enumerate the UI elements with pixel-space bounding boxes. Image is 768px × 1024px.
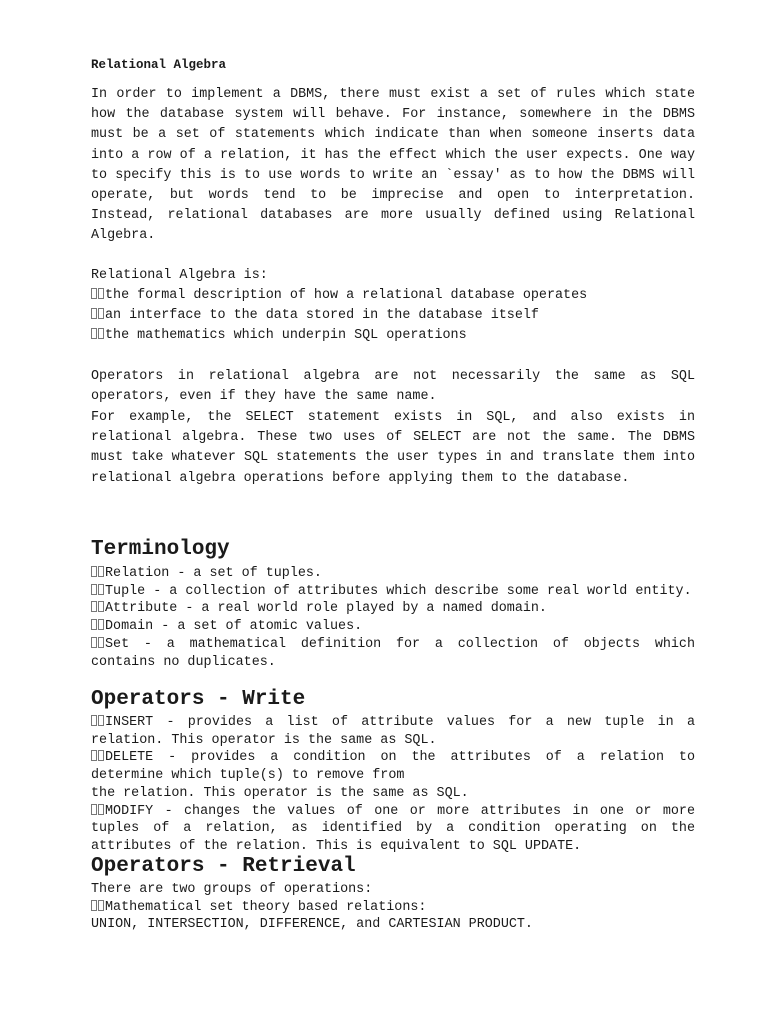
operators-retrieval-heading: Operators - Retrieval (91, 855, 356, 878)
bullet-glyph-icon (91, 601, 97, 612)
is-label: Relational Algebra is: (91, 268, 268, 283)
bullet-glyph-icon (98, 637, 104, 648)
intro-paragraph: In order to implement a DBMS, there must exist a set of rules which state how the database system will behave. For instance, somewhere in the DBMS must be a set of statements which indicate than when someone inserts data into a row of a relation, it has the effect which the user expects. One way to specify this is to use words to write an `essay' as to how the DBMS will operate, but words tend to be imprecise and open to interpretation. Instead, relational databases are more usually defined using Relational Algebra. (91, 87, 695, 244)
list-item: Domain - a set of atomic values. (91, 618, 695, 636)
bullet-glyph-icon (91, 308, 97, 319)
bullet-glyph-icon (91, 750, 97, 761)
bullet-glyph-icon (98, 308, 104, 319)
list-item: Set - a mathematical definition for a collection of objects which contains no duplicates. (91, 636, 695, 670)
list-item: Tuple - a collection of attributes which describe some real world entity. (91, 583, 695, 601)
bullet-glyph-icon (91, 566, 97, 577)
list-item: Attribute - a real world role played by a named domain. (91, 600, 695, 618)
list-item: MODIFY - changes the values of one or more attributes in one or more tuples of a relation, as identified by a condition operating on the attributes of the relation. This is equivalent to SQL UPDATE. (91, 803, 695, 854)
list-item: UNION, INTERSECTION, DIFFERENCE, and CARTESIAN PRODUCT. (91, 917, 533, 933)
example-note: For example, the SELECT statement exists in SQL, and also exists in relational algebra. These two uses of SELECT are not the same. The DBMS must take whatever SQL statements the user types in and translate them into relational algebra operations before applying them to the database. (91, 410, 695, 486)
list-item: Mathematical set theory based relations: (91, 899, 695, 917)
list-item: the relation. This operator is the same as SQL. (91, 785, 469, 801)
list-item: There are two groups of operations: (91, 882, 373, 897)
terminology-list (91, 565, 695, 671)
list-item: the mathematics which underpin SQL operations (91, 326, 695, 346)
bullet-glyph-icon (98, 715, 104, 726)
is-list (91, 286, 695, 347)
bullet-glyph-icon (91, 804, 97, 815)
bullet-glyph-icon (98, 804, 104, 815)
bullet-glyph-icon (98, 288, 104, 299)
bullet-glyph-icon (98, 619, 104, 630)
terminology-heading: Terminology (91, 538, 230, 561)
bullet-glyph-icon (98, 584, 104, 595)
operators-write-list (91, 714, 695, 856)
list-item: the formal description of how a relational database operates (91, 286, 695, 306)
operators-write-heading: Operators - Write (91, 688, 306, 711)
bullet-glyph-icon (91, 288, 97, 299)
bullet-glyph-icon (98, 328, 104, 339)
list-item: INSERT - provides a list of attribute values for a new tuple in a relation. This operator is the same as SQL. (91, 715, 695, 748)
document-title: Relational Algebra (91, 58, 227, 72)
operators-retrieval-list (91, 881, 695, 934)
bullet-glyph-icon (98, 601, 104, 612)
bullet-glyph-icon (91, 637, 97, 648)
bullet-glyph-icon (91, 715, 97, 726)
list-item: DELETE - provides a condition on the attributes of a relation to determine which tuple(s) to remove from (91, 750, 695, 784)
bullet-glyph-icon (98, 900, 104, 911)
bullet-glyph-icon (91, 328, 97, 339)
bullet-glyph-icon (98, 566, 104, 577)
bullet-glyph-icon (91, 619, 97, 630)
list-item: Relation - a set of tuples. (91, 565, 695, 583)
bullet-glyph-icon (91, 584, 97, 595)
bullet-glyph-icon (91, 900, 97, 911)
bullet-glyph-icon (98, 750, 104, 761)
list-item: an interface to the data stored in the database itself (91, 306, 695, 326)
operators-note: Operators in relational algebra are not necessarily the same as SQL operators, even if they have the same name. (91, 369, 695, 405)
